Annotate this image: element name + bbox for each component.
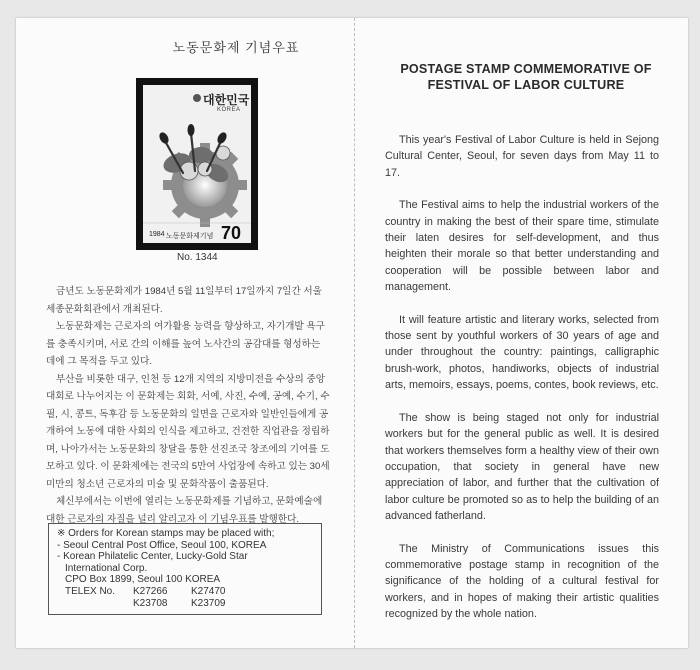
telex-number: K23708 [133, 597, 168, 609]
english-paragraph: The Festival aims to help the industrial workers of the country in making the best of their spare time, stimulate their laten desires for self-development, and thus heighten their morale so that better understanding and cooperation will be possible between labor and management. [385, 199, 659, 294]
stamp-year: 1984 [149, 231, 165, 238]
title-line: FESTIVAL OF LABOR CULTURE [427, 78, 625, 92]
orders-intro: ※ Orders for Korean stamps may be placed with; [57, 528, 275, 539]
column-divider [354, 18, 355, 648]
stamp-number: No. 1344 [177, 252, 218, 263]
orders-line: CPO Box 1899, Seoul 100 KOREA [65, 574, 221, 586]
orders-line: International Corp. [65, 562, 148, 574]
stamp-caption: 노동문화제기념 [166, 233, 214, 240]
stamp-country-en: KOREA [217, 107, 241, 113]
english-description [385, 132, 659, 639]
telex-row [57, 586, 321, 598]
stamp-artwork [143, 85, 251, 243]
english-title [376, 61, 676, 93]
korean-paragraph: 체신부에서는 이번에 열리는 노동문화제를 기념하고, 문화예술에 대한 근로자의 자질을 널리 알리고자 이 기념우표를 발행한다. [46, 496, 323, 525]
korean-title: 노동문화제 기념우표 [172, 40, 300, 55]
telex-row [57, 598, 321, 610]
telex-number: K27266 [133, 585, 168, 597]
telex-number: K23709 [191, 597, 226, 609]
english-paragraph: This year's Festival of Labor Culture is held in Sejong Cultural Center, Seoul, for seven days from May 11 to 17. [385, 134, 659, 179]
stamp-value: 70 [221, 223, 242, 243]
orders-line: - Seoul Central Post Office, Seoul 100, KOREA [57, 539, 267, 551]
english-paragraph: The Ministry of Communications issues this commemorative postage stamp in recognition of the significance of the holding of a cultural festival for workers, and in hopes of making their artistic qualities recognized by the whole nation. [385, 542, 659, 621]
korean-description [46, 283, 332, 528]
telex-number: K27470 [191, 585, 226, 597]
orders-info-box [48, 523, 322, 615]
korean-paragraph: 노동문화제는 근로자의 여가활용 능력을 향상하고, 자기개발 욕구를 충족시키며, 서로 간의 이해를 높여 노사간의 공감대를 형성하는 데에 그 목적을 두고 있다. [46, 321, 325, 367]
english-paragraph: It will feature artistic and literary works, selected from those sent by youthful workers of 30 years of age and under throughout the country: paintings, calligraphic brush-work, photos, handiworks, objects of industrial arts, memoirs, essays, poems, contes, book reviews, etc. [385, 313, 659, 392]
english-paragraph: The show is being staged not only for industrial workers but for the general public as well. It is desired that workers themselves form a healthy view of their own occupation, that society in general have new appreciation of labor, and further that the cultivation of labor culture be promoted so as to help the building of an advanced fatherland. [385, 411, 659, 523]
orders-line: - Korean Philatelic Center, Lucky-Gold Star [57, 551, 248, 563]
stamp-image [136, 78, 258, 250]
title-line: POSTAGE STAMP COMMEMORATIVE OF [400, 62, 652, 76]
korean-paragraph: 부산을 비롯한 대구, 인천 등 12개 지역의 지방미전을 수상의 중앙대회로 나누어지는 이 문화제는 회화, 서예, 사진, 수예, 공예, 수기, 수필, 시, 콩트, 독후감 등 노동문화의 일면을 근로자와 일반인들에게 공개하여 노동에 대한 사회의 인식을 제고하고, 건전한 직업관을 정립하며, 나아가서는 노동문화의 창달을 통한 선진조국 창조에의 기여를 도모하고 있다. 이 문화제에는 전국의 5만여 사업장에 속하고 있는 30세 미만의 청소년 근로자의 미술 및 문화작품이 출품된다. [46, 373, 330, 490]
stamp-country: 대한민국 [203, 93, 250, 107]
telex-label: TELEX No. [65, 585, 116, 597]
korean-paragraph: 금년도 노동문화제가 1984년 5월 11일부터 17일까지 7일간 서울 세종문화회관에서 개최된다. [46, 286, 322, 315]
